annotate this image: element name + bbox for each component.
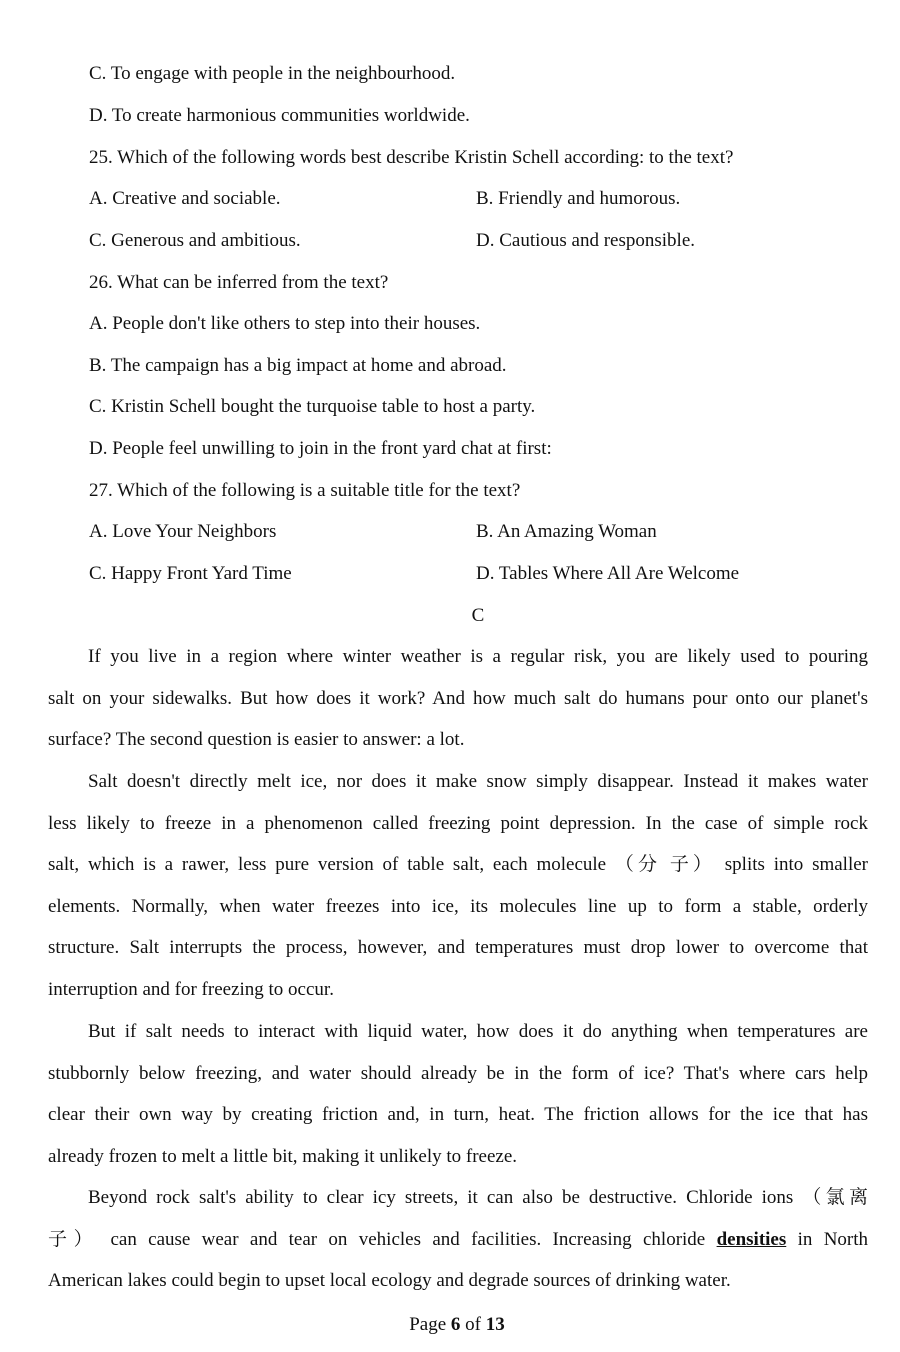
section-heading-c: C <box>471 605 485 626</box>
paragraph-line: surface? The second question is easier to answer: a lot. <box>48 729 465 751</box>
paragraph-line <box>48 1219 868 1261</box>
paragraph-line: If you live in a region where winter weather is a regular risk, you are likely used to pouring <box>88 646 868 667</box>
q27-option-d: D. Tables Where All Are Welcome <box>476 563 740 584</box>
q25-option-c: C. Generous and ambitious. <box>89 230 301 251</box>
paragraph-line: salt, which is a rawer, less pure version of table salt, each molecule （分 子） splits into smaller <box>48 854 868 876</box>
q26-option-c: C. Kristin Schell bought the turquoise table to host a party. <box>89 396 536 417</box>
paragraph-line: already frozen to melt a little bit, making it unlikely to freeze. <box>48 1145 518 1167</box>
q24-option-c: C. To engage with people in the neighbourhood. <box>89 63 456 84</box>
q26-option-a: A. People don't like others to step into their houses. <box>89 313 481 334</box>
paragraph-line: less likely to freeze in a phenomenon called freezing point depression. In the case of simple rock <box>48 812 868 834</box>
paragraph-line: structure. Salt interrupts the process, however, and temperatures must drop lower to overcome that <box>48 937 868 959</box>
passage-paragraph-3 <box>48 1011 868 1177</box>
q25-question: 25. Which of the following words best describe Kristin Schell according: to the text? <box>89 147 734 168</box>
q26-option-d: D. People feel unwilling to join in the front yard chat at first: <box>89 438 552 459</box>
paragraph-text: 子） can cause wear and tear on vehicles and facilities. Increasing chloride <box>48 1228 706 1250</box>
paragraph-line: Beyond rock salt's ability to clear icy streets, it can also be destructive. Chloride ions （氯离 <box>88 1187 868 1208</box>
paragraph-line: But if salt needs to interact with liquid water, how does it do anything when temperatures are <box>88 1021 868 1042</box>
paragraph-line: elements. Normally, when water freezes into ice, its molecules line up to form a stable, orderly <box>48 895 868 917</box>
q25-option-a: A. Creative and sociable. <box>89 188 281 209</box>
q25-option-d: D. Cautious and responsible. <box>476 230 696 251</box>
passage-paragraph-4 <box>48 1177 868 1302</box>
page-footer <box>0 1313 900 1337</box>
paragraph-line: clear their own way by creating friction and, in turn, heat. The friction allows for the ice that has <box>48 1104 868 1126</box>
paragraph-line: salt on your sidewalks. But how does it work? And how much salt do humans pour onto our planet's <box>48 687 868 709</box>
paragraph-line: Salt doesn't directly melt ice, nor does it make snow simply disappear. Instead it makes water <box>88 771 868 792</box>
passage-paragraph-1 <box>48 636 868 761</box>
q26-question: 26. What can be inferred from the text? <box>89 272 389 293</box>
q25-option-b: B. Friendly and humorous. <box>476 188 681 209</box>
paragraph-line: stubbornly below freezing, and water should already be in the form of ice? That's where cars help <box>48 1062 868 1084</box>
q27-option-c: C. Happy Front Yard Time <box>89 563 292 584</box>
q27-question: 27. Which of the following is a suitable title for the text? <box>89 480 521 501</box>
passage-paragraph-2 <box>48 761 868 1011</box>
paragraph-text: in North <box>797 1228 869 1250</box>
paragraph-line: interruption and for freezing to occur. <box>48 978 334 1000</box>
page-current: 6 <box>450 1314 461 1335</box>
page-label: Page <box>409 1314 447 1335</box>
q27-option-a: A. Love Your Neighbors <box>89 521 277 542</box>
underlined-keyword: densities <box>716 1228 787 1250</box>
q27-option-b: B. An Amazing Woman <box>476 521 657 542</box>
paragraph-line: American lakes could begin to upset local ecology and degrade sources of drinking water. <box>48 1270 731 1292</box>
of-label: of <box>465 1314 481 1335</box>
q24-option-d: D. To create harmonious communities worldwide. <box>89 105 470 126</box>
q26-option-b: B. The campaign has a big impact at home and abroad. <box>89 355 507 376</box>
page-total: 13 <box>485 1314 505 1335</box>
